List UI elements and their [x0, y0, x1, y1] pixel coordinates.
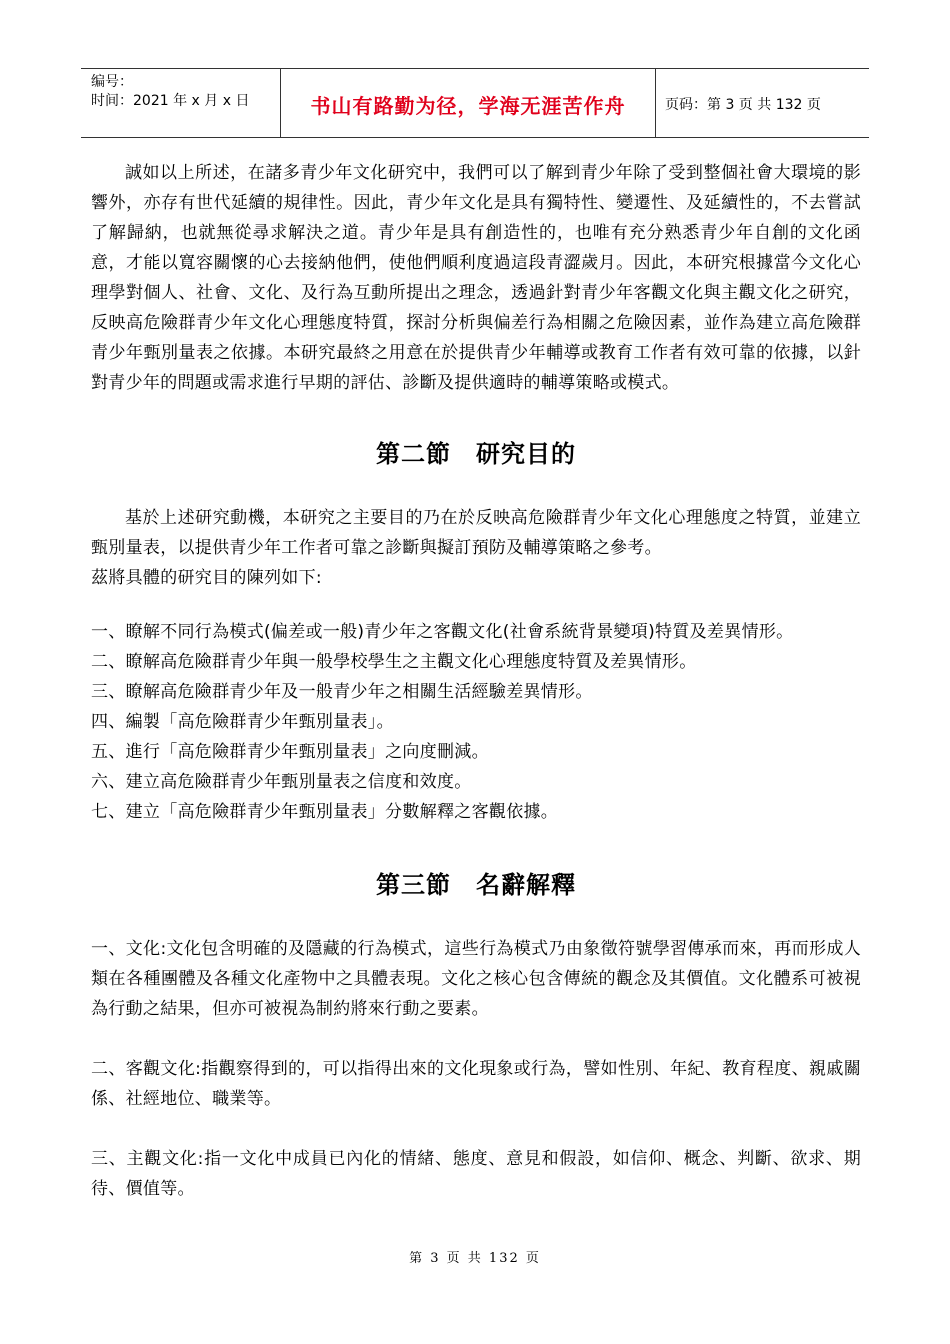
list-item: 四、編製「高危險群青少年甄別量表」。: [91, 712, 394, 732]
section2-paragraph: 基於上述研究動機，本研究之主要目的乃在於反映高危險群青少年文化心理態度之特質，並建立甄別量表，以提供青少年工作者可靠之診斷與擬訂預防及輔導策略之參考。: [91, 508, 861, 558]
definition-item: 二、客觀文化:指觀察得到的，可以指得出來的文化現象或行為，譬如性別、年紀、教育程度、親戚關係、社經地位、職業等。: [91, 1059, 861, 1109]
list-item: 三、瞭解高危險群青少年及一般青少年之相關生活經驗差異情形。: [91, 682, 593, 702]
header-divider: [655, 69, 656, 137]
list-item: 二、瞭解高危險群青少年與一般學校學生之主觀文化心理態度特質及差異情形。: [91, 652, 697, 672]
page-header: [81, 68, 869, 138]
section-heading: 第二節 研究目的: [376, 440, 576, 468]
document-body: [91, 158, 861, 1204]
header-page-number: 页码：第 3 页 共 132 页: [665, 97, 821, 113]
objectives-list: [91, 617, 861, 827]
definition-item: 一、文化:文化包含明確的及隱藏的行為模式，這些行為模式乃由象徵符號學習傳承而來，再而形成人類在各種團體及各種文化產物中之具體表現。文化之核心包含傳統的觀念及其價值。文化體系可被視為行動之結果，但亦可被視為制約將來行動之要素。: [91, 939, 861, 1019]
section-heading: 第三節 名辭解釋: [376, 871, 576, 899]
section2-lead: 茲將具體的研究目的陳列如下:: [91, 568, 322, 588]
definition-item: 三、主觀文化:指一文化中成員已內化的情緒、態度、意見和假設，如信仰、概念、判斷、欲求、期待、價值等。: [91, 1149, 861, 1199]
list-item: 一、瞭解不同行為模式(偏差或一般)青少年之客觀文化(社會系統背景變項)特質及差異情形。: [91, 622, 794, 642]
intro-paragraph: 誠如以上所述，在諸多青少年文化研究中，我們可以了解到青少年除了受到整個社會大環境的影響外，亦存有世代延續的規律性。因此，青少年文化是具有獨特性、變遷性、及延續性的，不去嘗試了解歸納，也就無從尋求解決之道。青少年是具有創造性的，也唯有充分熟悉青少年自創的文化函意，才能以寬容關懷的心去接納他們，使他們順利度過這段青澀歲月。因此，本研究根據當今文化心理學對個人、社會、文化、及行為互動所提出之理念，透過針對青少年客觀文化與主觀文化之研究，反映高危險群青少年文化心理態度特質，探討分析與偏差行為相關之危險因素，並作為建立高危險群青少年甄別量表之依據。本研究最終之用意在於提供青少年輔導或教育工作者有效可靠的依據，以針對青少年的問題或需求進行早期的評估、診斷及提供適時的輔導策略或模式。: [91, 163, 861, 393]
list-item: 七、建立「高危險群青少年甄別量表」分數解釋之客觀依據。: [91, 802, 559, 822]
header-code: 编号：: [91, 74, 133, 90]
header-meta: [91, 73, 249, 111]
header-time: 时间：2021 年 x 月 x 日: [91, 93, 250, 109]
list-item: 五、進行「高危險群青少年甄別量表」之向度刪減。: [91, 742, 489, 762]
list-item: 六、建立高危險群青少年甄別量表之信度和效度。: [91, 772, 472, 792]
page-footer: 第 3 页 共 132 页: [409, 1251, 541, 1266]
header-motto: 书山有路勤为径，学海无涯苦作舟: [310, 94, 626, 118]
